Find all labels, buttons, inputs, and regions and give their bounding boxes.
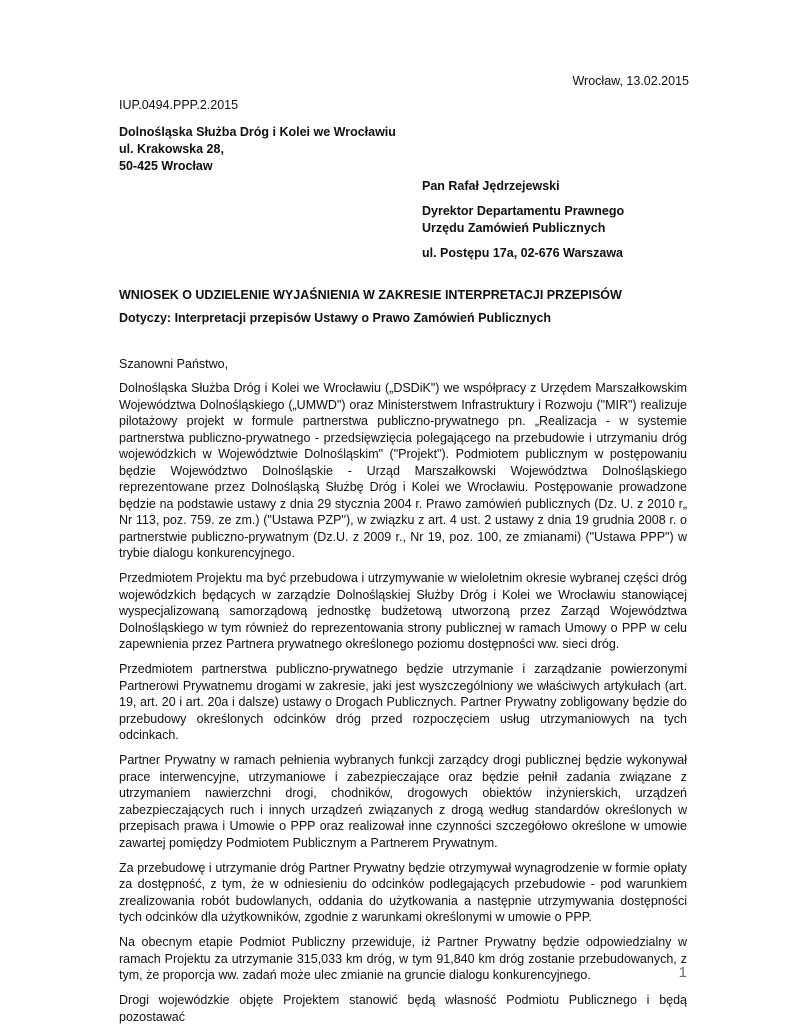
body-paragraph: Przedmiotem Projektu ma być przebudowa i utrzymywanie w wieloletnim okresie wybranej części dróg wojewódzkich będących w zarządzie Dolnośląskiej Służby Dróg i Kolei we Wrocławiu stanowiącej wyspecjalizowaną samorządową jednostkę budżetową utworzoną przez Zarząd Województwa Dolnośląskiego w tym również do reprezentowania strony publicznej w ramach Umowy o PPP w celu zapewnienia przez Partnera prywatnego określonego poziomu dostępności ww. sieci dróg. — [119, 571, 687, 651]
recipient-address: ul. Postępu 17a, 02-676 Warszawa — [422, 246, 624, 260]
recipient-name: Pan Rafał Jędrzejewski — [422, 179, 560, 193]
recipient-title-line1: Dyrektor Departamentu Prawnego — [422, 204, 625, 218]
letter-body — [119, 380, 687, 1034]
reference-number: IUP.0494.PPP.2.2015 — [119, 98, 239, 112]
letter-subject: Dotyczy: Interpretacji przepisów Ustawy o Prawo Zamówień Publicznych — [119, 311, 552, 325]
letter-heading: WNIOSEK O UDZIELENIE WYJAŚNIENIA W ZAKRESIE INTERPRETACJI PRZEPISÓW — [119, 288, 622, 302]
sender-name: Dolnośląska Służba Dróg i Kolei we Wrocławiu — [119, 125, 396, 139]
body-paragraph: Drogi wojewódzkie objęte Projektem stanowić będą własność Podmiotu Publicznego i będą pozostawać — [119, 993, 687, 1024]
salutation: Szanowni Państwo, — [119, 357, 229, 371]
sender-street: ul. Krakowska 28, — [119, 142, 224, 156]
recipient-block — [422, 178, 624, 262]
recipient-title-line2: Urzędu Zamówień Publicznych — [422, 221, 606, 235]
sender-block — [119, 124, 396, 175]
body-paragraph: Za przebudowę i utrzymanie dróg Partner Prywatny będzie otrzymywał wynagrodzenie w formie opłaty za dostępność, z tym, że w odniesieniu do odcinków podlegających przebudowie - pod warunkiem zrealizowania robót budowlanych, oddania do użytkowania a następnie utrzymywania dostępności tych odcinków dla użytkowników, zgodnie z warunkami określonymi w umowie o PPP. — [119, 860, 687, 924]
sender-city: 50-425 Wrocław — [119, 159, 213, 173]
page-number: 1 — [678, 964, 687, 981]
body-paragraph: Partner Prywatny w ramach pełnienia wybranych funkcji zarządcy drogi publicznej będzie wykonywał prace interwencyjne, utrzymaniowe i zabezpieczające oraz będzie pełnił zadania związane z utrzymaniem nawierzchni drogi, chodników, drogowych obiektów inżynierskich, urządzeń zabezpieczających ruch i innych urządzeń związanych z drogą według standardów określonych w przepisach prawa i Umowie o PPP oraz realizował inne czynności szczegółowo określone w umowie zawartej pomiędzy Podmiotem Publicznym a Partnerem Prywatnym. — [119, 753, 687, 850]
body-paragraph: Przedmiotem partnerstwa publiczno-prywatnego będzie utrzymanie i zarządzanie powierzonymi Partnerowi Prywatnemu drogami w zakresie, jaki jest wyszczególniony we właściwych artykułach (art. 19, art. 20 i art. 20a i dalsze) ustawy o Drogach Publicznych. Partner Prywatny zobligowany będzie do przebudowy określonych odcinków dróg przed rozpoczęciem usług utrzymaniowych na tych odcinkach. — [119, 662, 687, 742]
date-line: Wrocław, 13.02.2015 — [572, 74, 689, 88]
body-paragraph: Dolnośląska Służba Dróg i Kolei we Wrocławiu („DSDiK") we współpracy z Urzędem Marszałkowskim Województwa Dolnośląskiego („UMWD") oraz Ministerstwem Infrastruktury i Rozwoju ("MIR") realizuje pilotażowy projekt w formule partnerstwa publiczno-prywatnego pn. „Realizacja - w systemie partnerstwa publiczno-prywatnego - przedsięwzięcia polegającego na przebudowie i utrzymaniu dróg wojewódzkich w Województwie Dolnośląskim" ("Projekt"). Podmiotem publicznym w postępowaniu będzie Województwo Dolnośląskie - Urząd Marszałkowski Województwa Dolnośląskiego reprezentowane przez Dolnośląską Służbę Dróg i Kolei we Wrocławiu. Postępowanie prowadzone będzie na podstawie ustawy z dnia 29 stycznia 2004 r. Prawo zamówień publicznych (Dz. U. z 2010 r„ Nr 113, poz. 759. ze zm.) ("Ustawa PZP"), w związku z art. 4 ust. 2 ustawy z dnia 19 grudnia 2008 r. o partnerstwie publiczno-prywatnym (Dz.U. z 2009 r., Nr 19, poz. 100, ze zmianami) ("Ustawa PPP") w trybie dialogu konkurencyjnego. — [119, 381, 687, 560]
body-paragraph: Na obecnym etapie Podmiot Publiczny przewiduje, iż Partner Prywatny będzie odpowiedzialny w ramach Projektu za utrzymanie 315,033 km dróg, w tym 91,840 km dróg zostanie przebudowanych, z tym, że proporcja ww. zadań może ulec zmianie na gruncie dialogu konkurencyjnego. — [119, 935, 687, 982]
